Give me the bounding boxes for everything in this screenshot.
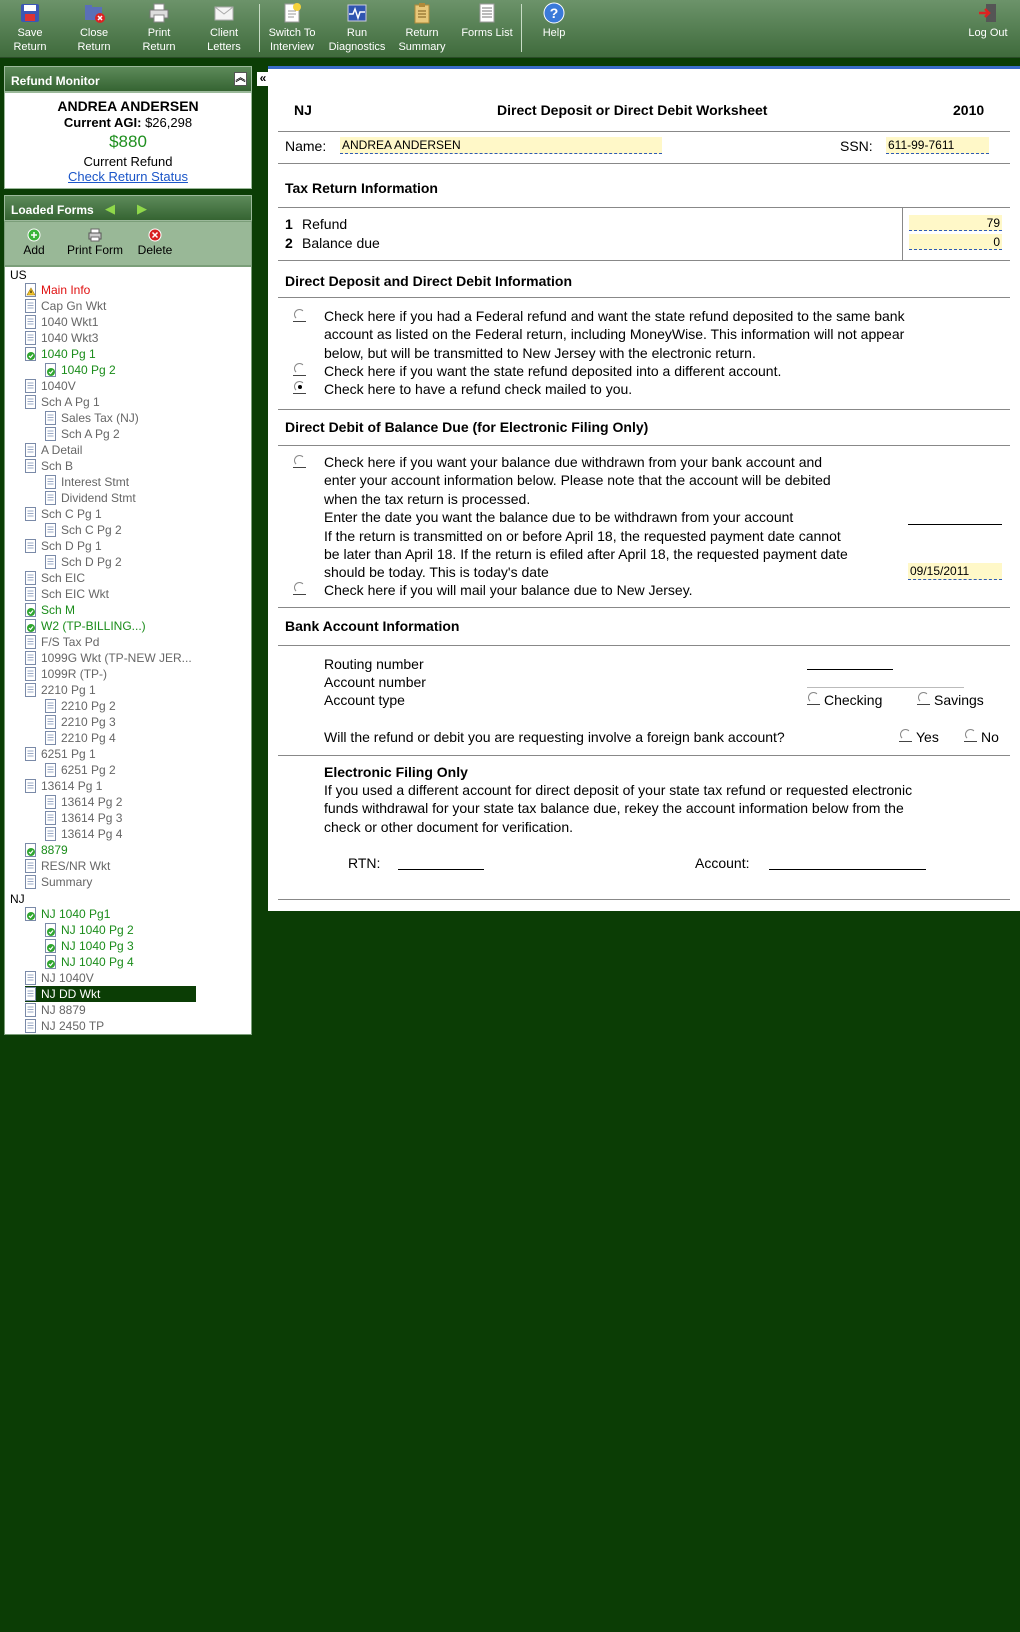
tree-item[interactable]	[25, 650, 192, 666]
tree-item[interactable]	[45, 490, 136, 506]
forms-tree	[4, 266, 252, 1035]
tree-item-label: 8879	[41, 843, 68, 857]
forms-list-button[interactable]: Forms List	[455, 2, 519, 56]
loaded-forms-toolbar	[4, 221, 252, 266]
tree-item-label: 1040V	[41, 379, 76, 393]
form-document-icon	[25, 779, 37, 793]
line1-label: Refund	[302, 216, 348, 232]
tree-item[interactable]	[45, 954, 134, 970]
checking-radio[interactable]	[808, 692, 819, 703]
form-document-icon	[45, 715, 57, 729]
form-complete-icon	[25, 603, 37, 617]
main-toolbar	[0, 0, 1020, 58]
form-document-icon	[45, 763, 57, 777]
form-document-icon	[45, 827, 57, 841]
tree-item[interactable]	[45, 410, 139, 426]
clipboard-icon	[411, 2, 433, 24]
form-document-icon	[25, 459, 37, 473]
tree-item[interactable]	[45, 762, 116, 778]
form-document-icon	[45, 475, 57, 489]
tree-item-label: Main Info	[41, 283, 91, 297]
tax-return-info-title: Tax Return Information	[285, 180, 438, 196]
tree-group-us: US	[10, 268, 27, 282]
foreign-yes-radio[interactable]	[900, 729, 911, 740]
close-return-button[interactable]: Close Return	[62, 2, 126, 56]
tree-item-label: Sch B	[41, 459, 74, 473]
form-complete-icon	[45, 955, 57, 969]
tree-item[interactable]	[45, 826, 122, 842]
form-document-icon	[45, 731, 57, 745]
form-document-icon	[25, 587, 37, 601]
savings-radio[interactable]	[918, 692, 929, 703]
tree-item-label: Sch M	[41, 603, 76, 617]
ssn-field[interactable]: 611-99-7611	[886, 137, 989, 154]
nj-dd-worksheet	[268, 66, 1020, 911]
tree-item[interactable]	[25, 330, 98, 346]
tree-item[interactable]	[25, 634, 99, 650]
log-out-button[interactable]: Log Out	[956, 2, 1020, 56]
tree-item[interactable]	[25, 986, 196, 1002]
debit-note-line1: If the return is transmitted on or before April 18, the requested payment date cannot	[324, 528, 841, 544]
envelope-icon	[213, 2, 235, 24]
tree-item[interactable]	[25, 538, 102, 554]
tree-item-label: Dividend Stmt	[61, 491, 136, 505]
form-document-icon	[25, 747, 37, 761]
folder-close-icon	[83, 2, 105, 24]
tree-item[interactable]	[45, 922, 134, 938]
floppy-disk-icon	[19, 2, 41, 24]
direct-debit-title: Direct Debit of Balance Due (for Electronic Filing Only)	[285, 419, 649, 435]
form-document-icon	[45, 699, 57, 713]
add-icon	[27, 228, 41, 242]
tree-item-label: 1040 Pg 2	[61, 363, 116, 377]
efile-line2: funds withdrawal for your state tax balance due, rekey the account information below from the	[324, 800, 904, 816]
tree-item-label: 13614 Pg 1	[41, 779, 103, 793]
tree-item-label: Sch D Pg 1	[41, 539, 102, 553]
switch-to-interview-button[interactable]: Switch To Interview	[260, 2, 324, 56]
tree-item-label: 13614 Pg 2	[61, 795, 123, 809]
debit-withdraw-radio[interactable]	[294, 455, 305, 466]
debit-date-label: Enter the date you want the balance due to be withdrawn from your account	[324, 509, 794, 525]
routing-number-field[interactable]	[807, 669, 893, 670]
tree-item[interactable]	[45, 522, 122, 538]
dd-same-account-line1: Check here if you had a Federal refund and want the state refund deposited to the same bank	[324, 308, 905, 324]
check-return-status-link[interactable]: Check Return Status	[68, 169, 188, 184]
debit-mail-radio[interactable]	[294, 582, 305, 593]
form-document-icon	[25, 987, 37, 1001]
tree-item[interactable]	[45, 810, 122, 826]
arrow-right-icon[interactable]: ▶	[137, 201, 147, 216]
form-document-icon	[25, 299, 37, 313]
tree-item[interactable]	[25, 1018, 104, 1034]
tree-item-label: 13614 Pg 4	[61, 827, 123, 841]
tree-item[interactable]	[25, 346, 96, 362]
form-document-icon	[45, 555, 57, 569]
tree-item[interactable]	[45, 794, 122, 810]
dd-same-account-line3: below, but will be transmitted to New Jersey with the electronic return.	[324, 345, 756, 361]
name-label: Name:	[285, 138, 327, 154]
tree-item[interactable]	[25, 506, 102, 522]
client-letters-button[interactable]: Client Letters	[192, 2, 256, 56]
bank-account-title: Bank Account Information	[285, 618, 460, 634]
account-verify-field[interactable]	[769, 869, 926, 870]
list-icon	[476, 2, 498, 24]
tree-item-label: Interest Stmt	[61, 475, 130, 489]
tree-item[interactable]	[25, 586, 109, 602]
foreign-account-question: Will the refund or debit you are requesting involve a foreign bank account?	[324, 729, 785, 745]
tree-item-label: Sch A Pg 2	[61, 427, 120, 441]
tree-item[interactable]	[25, 970, 94, 986]
form-state: NJ	[294, 102, 312, 118]
tree-item-label: 1040 Wkt3	[41, 331, 99, 345]
tree-item[interactable]	[45, 938, 134, 954]
tree-item-label: Summary	[41, 875, 93, 889]
print-form-button[interactable]: Print Form	[61, 228, 129, 257]
diagnostics-icon	[346, 2, 368, 24]
line1-number: 1	[285, 216, 293, 232]
tree-item[interactable]	[45, 474, 129, 490]
todays-date-field[interactable]: 09/15/2011	[908, 563, 1002, 580]
foreign-yes-label: Yes	[916, 729, 939, 745]
help-icon	[543, 2, 565, 24]
debit-withdraw-line1: Check here if you want your balance due withdrawn from your bank account and	[324, 454, 823, 470]
form-complete-icon	[25, 619, 37, 633]
form-complete-icon	[25, 347, 37, 361]
tree-item-label: Sales Tax (NJ)	[61, 411, 139, 425]
form-title: Direct Deposit or Direct Debit Worksheet	[497, 102, 768, 118]
tree-item-label: NJ 1040 Pg1	[41, 907, 111, 921]
form-document-icon	[25, 331, 37, 345]
debit-mail-label: Check here if you will mail your balance due to New Jersey.	[324, 582, 693, 598]
tree-item-label: NJ 2450 TP	[41, 1019, 105, 1033]
collapse-sidebar-icon[interactable]: «	[257, 72, 269, 86]
form-document-icon	[25, 971, 37, 985]
tree-item-label: NJ DD Wkt	[41, 987, 101, 1001]
tree-item-label: 6251 Pg 2	[61, 763, 116, 777]
tree-item[interactable]	[45, 426, 120, 442]
tree-item-label: Sch D Pg 2	[61, 555, 122, 569]
form-document-icon	[25, 1019, 37, 1033]
tree-item-label: NJ 1040V	[41, 971, 94, 985]
tree-item-label: 2210 Pg 1	[41, 683, 96, 697]
tree-item[interactable]	[25, 458, 73, 474]
tree-item[interactable]	[25, 874, 92, 890]
form-document-icon	[25, 539, 37, 553]
tree-group-nj: NJ	[10, 892, 25, 906]
form-complete-icon	[45, 939, 57, 953]
current-refund-label: Current Refund	[83, 154, 173, 169]
form-document-icon	[25, 379, 37, 393]
form-document-icon	[25, 683, 37, 697]
current-agi: Current AGI: $26,298	[63, 115, 193, 130]
tree-item[interactable]	[45, 362, 116, 378]
dd-same-account-line2: account as listed on the Federal return, including MoneyWise. This information will not appear	[324, 326, 905, 342]
form-complete-icon	[25, 843, 37, 857]
tree-item[interactable]	[25, 298, 106, 314]
tree-item[interactable]	[25, 666, 107, 682]
form-document-icon	[25, 443, 37, 457]
form-complete-icon	[25, 907, 37, 921]
run-diagnostics-button[interactable]: Run Diagnostics	[325, 2, 389, 56]
tree-item-label: 6251 Pg 1	[41, 747, 96, 761]
tree-item[interactable]	[45, 698, 116, 714]
form-document-icon	[45, 795, 57, 809]
tree-item[interactable]	[45, 714, 116, 730]
help-button[interactable]: ? Help	[522, 2, 586, 56]
form-document-icon	[45, 523, 57, 537]
return-summary-button[interactable]: Return Summary	[390, 2, 454, 56]
name-field[interactable]: ANDREA ANDERSEN	[340, 137, 662, 154]
tree-item-label: Sch C Pg 1	[41, 507, 102, 521]
foreign-no-radio[interactable]	[965, 729, 976, 740]
tree-item[interactable]	[25, 858, 110, 874]
debit-note-line2: be later than April 18. If the return is efiled after April 18, the requested payment date	[324, 546, 848, 562]
dd-mail-check-radio[interactable]	[294, 381, 305, 392]
form-complete-icon	[45, 363, 57, 377]
refund-field[interactable]: 79	[909, 215, 1002, 231]
form-document-icon	[45, 411, 57, 425]
tree-item[interactable]	[25, 906, 110, 922]
refund-monitor-header: Refund Monitor ︽	[4, 66, 252, 92]
tree-item-label: Sch EIC Wkt	[41, 587, 110, 601]
dd-different-account-label: Check here if you want the state refund deposited into a different account.	[324, 363, 782, 379]
routing-number-label: Routing number	[324, 656, 424, 672]
tree-item-label: 1099R (TP-)	[41, 667, 108, 681]
tree-item-label: NJ 1040 Pg 3	[61, 939, 134, 953]
account-type-label: Account type	[324, 692, 405, 708]
rtn-field[interactable]	[398, 869, 484, 870]
arrow-left-icon[interactable]: ◀	[105, 201, 115, 216]
foreign-no-label: No	[981, 729, 999, 745]
tree-item[interactable]	[25, 778, 102, 794]
tree-item-label: 1040 Wkt1	[41, 315, 99, 329]
form-document-icon	[25, 507, 37, 521]
svg-text:?: ?	[549, 5, 559, 21]
tree-item-label: 1040 Pg 1	[41, 347, 96, 361]
tree-item-label: 1099G Wkt (TP-NEW JER...	[41, 651, 192, 665]
tree-item[interactable]	[25, 618, 146, 634]
tree-item-label: 2210 Pg 2	[61, 699, 116, 713]
direct-deposit-title: Direct Deposit and Direct Debit Information	[285, 273, 573, 289]
tree-item-label: NJ 8879	[41, 1003, 86, 1017]
efile-only-title: Electronic Filing Only	[324, 764, 468, 780]
checking-label: Checking	[824, 692, 883, 708]
tree-item[interactable]	[45, 554, 122, 570]
form-document-icon	[25, 315, 37, 329]
tree-item[interactable]	[25, 282, 90, 298]
account-verify-label: Account:	[695, 855, 750, 871]
tree-item[interactable]	[25, 570, 85, 586]
form-document-icon	[25, 635, 37, 649]
tree-item-label: A Detail	[41, 443, 83, 457]
tree-item-label: NJ 1040 Pg 4	[61, 955, 134, 969]
print-return-button[interactable]: Print Return	[127, 2, 191, 56]
form-document-icon	[25, 395, 37, 409]
debit-date-field[interactable]	[908, 524, 1002, 525]
dd-different-account-radio[interactable]	[294, 363, 305, 374]
tree-item-label: Cap Gn Wkt	[41, 299, 107, 313]
dd-mail-check-label: Check here to have a refund check mailed to you.	[324, 381, 633, 397]
collapse-up-icon[interactable]: ︽	[235, 73, 246, 84]
balance-due-field[interactable]: 0	[909, 234, 1002, 250]
add-form-button[interactable]: Add	[17, 228, 51, 257]
tree-item[interactable]	[25, 682, 96, 698]
tree-item[interactable]	[25, 842, 68, 858]
line2-number: 2	[285, 235, 293, 251]
printer-icon	[148, 2, 170, 24]
account-number-label: Account number	[324, 674, 426, 690]
debit-withdraw-line2: enter your account information below. Please note that the account will be debited	[324, 472, 831, 488]
tree-item-label: NJ 1040 Pg 2	[61, 923, 134, 937]
tree-item[interactable]	[25, 442, 82, 458]
tree-item-label: 2210 Pg 3	[61, 715, 116, 729]
interview-icon	[281, 2, 303, 24]
form-document-icon	[45, 811, 57, 825]
logout-icon	[977, 2, 999, 24]
form-document-icon	[25, 875, 37, 889]
tree-item[interactable]	[25, 746, 96, 762]
efile-line1: If you used a different account for direct deposit of your state tax refund or requested electronic	[324, 782, 913, 798]
form-document-icon	[45, 491, 57, 505]
form-document-icon	[25, 571, 37, 585]
account-number-field[interactable]	[807, 687, 964, 688]
tree-item-label: RES/NR Wkt	[41, 859, 111, 873]
refund-monitor-panel	[4, 92, 252, 189]
tree-item[interactable]	[25, 314, 98, 330]
tree-item[interactable]	[25, 1002, 86, 1018]
debit-withdraw-line3: when the tax return is processed.	[324, 491, 531, 507]
printer-icon	[88, 228, 102, 242]
efile-line3: check or other document for verification.	[324, 819, 574, 835]
tree-item[interactable]	[45, 730, 116, 746]
delete-form-button[interactable]: Delete	[133, 228, 177, 257]
form-document-icon	[25, 1003, 37, 1017]
form-document-icon	[25, 651, 37, 665]
current-refund-amount: $880	[109, 132, 147, 151]
tree-item-label: 13614 Pg 3	[61, 811, 123, 825]
tree-item-label: Sch A Pg 1	[41, 395, 100, 409]
savings-label: Savings	[934, 692, 984, 708]
loaded-forms-header: Loaded Forms ◀ ▶	[4, 195, 252, 221]
tree-item-label: F/S Tax Pd	[41, 635, 100, 649]
line2-label: Balance due	[302, 235, 380, 251]
delete-icon	[148, 228, 162, 242]
tree-item-label: Sch C Pg 2	[61, 523, 122, 537]
taxpayer-name: ANDREA ANDERSEN	[57, 98, 199, 114]
debit-note-line3: should be today. This is today's date	[324, 564, 549, 580]
tree-item[interactable]	[25, 394, 100, 410]
rtn-label: RTN:	[348, 855, 381, 871]
tree-item-label: 2210 Pg 4	[61, 731, 116, 745]
tree-item-label: W2 (TP-BILLING...)	[41, 619, 146, 633]
tree-item[interactable]	[25, 602, 75, 618]
save-return-button[interactable]: Save Return	[0, 2, 62, 56]
tree-item[interactable]	[25, 378, 76, 394]
tree-item-label: Sch EIC	[41, 571, 86, 585]
form-document-icon	[25, 667, 37, 681]
form-complete-icon	[45, 923, 57, 937]
ssn-label: SSN:	[840, 138, 873, 154]
form-document-icon	[45, 427, 57, 441]
dd-same-account-radio[interactable]	[294, 309, 305, 320]
form-year: 2010	[953, 102, 985, 118]
form-warning-icon	[25, 283, 37, 297]
form-document-icon	[25, 859, 37, 873]
